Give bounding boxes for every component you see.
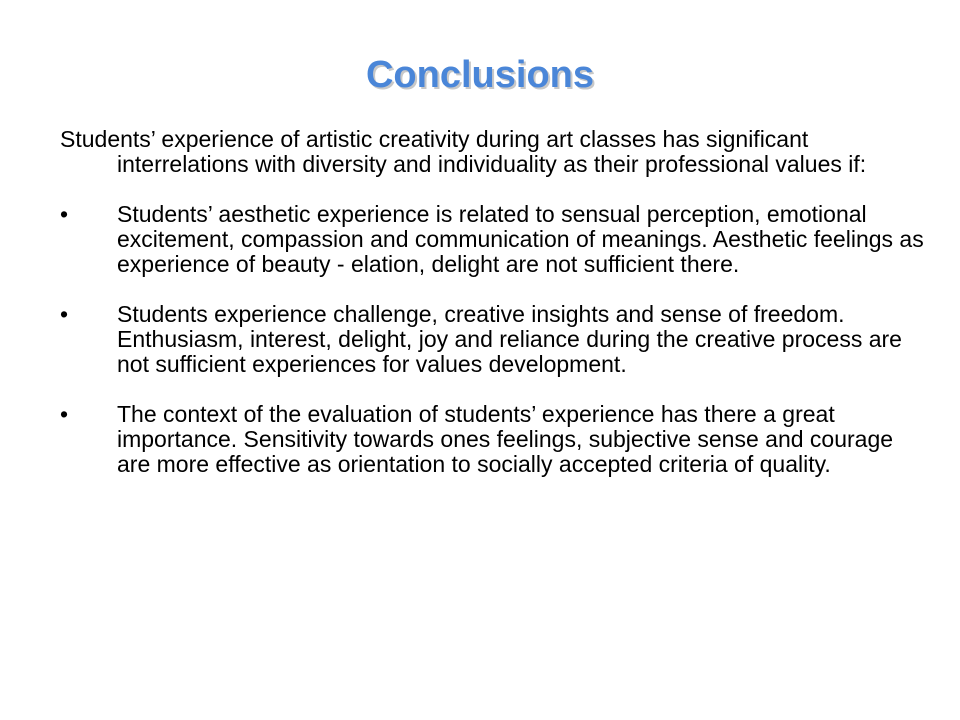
bullet-item (60, 202, 930, 277)
bullet-icon: • (60, 301, 69, 327)
bullet-text: Students’ aesthetic experience is related to sensual perception, emotional excitement, compassion and communication of meanings. Aesthetic feelings as experience of beauty - elation, delight are not sufficient there. (117, 201, 924, 277)
bullet-item (60, 302, 930, 377)
slide-body (60, 127, 930, 477)
bullet-item (60, 402, 930, 477)
slide-title: Conclusions (365, 54, 595, 96)
bullet-icon: • (60, 401, 69, 427)
bullet-text: Students experience challenge, creative insights and sense of freedom. Enthusiasm, interest, delight, joy and reliance during the creative process are not sufficient experiences for values development. (117, 301, 902, 377)
bullet-icon: • (60, 201, 69, 227)
bullet-list (60, 202, 930, 477)
bullet-text: The context of the evaluation of students’ experience has there a great importance. Sensitivity towards ones feelings, subjective sense and courage are more effective as orientation to socially accepted criteria of quality. (117, 401, 894, 477)
intro-paragraph: Students’ experience of artistic creativity during art classes has significant interrelations with diversity and individuality as their professional values if: (60, 126, 867, 177)
